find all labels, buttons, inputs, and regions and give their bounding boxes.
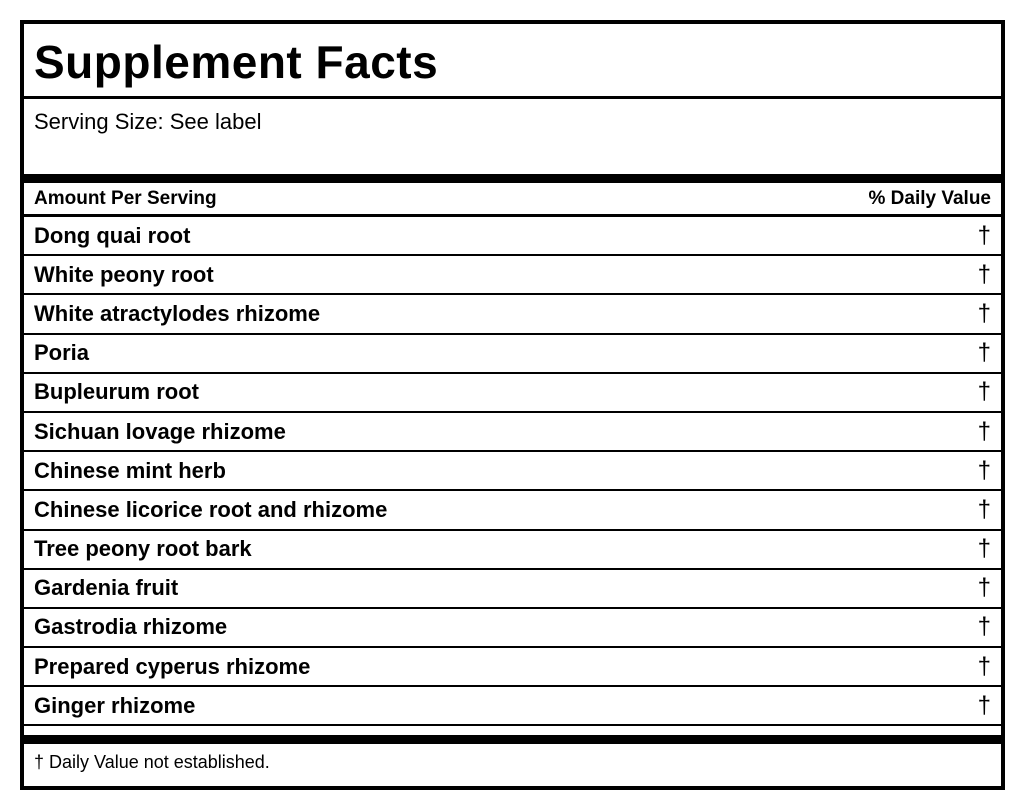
ingredient-daily-value: † bbox=[977, 456, 991, 484]
ingredient-row bbox=[24, 374, 1001, 413]
ingredient-daily-value: † bbox=[977, 613, 991, 641]
ingredient-daily-value: † bbox=[977, 299, 991, 327]
ingredient-row bbox=[24, 687, 1001, 726]
ingredient-name: Dong quai root bbox=[34, 222, 191, 248]
ingredient-name: Tree peony root bark bbox=[34, 536, 252, 562]
ingredient-row bbox=[24, 491, 1001, 530]
ingredient-daily-value: † bbox=[977, 691, 991, 719]
ingredient-daily-value: † bbox=[977, 652, 991, 680]
ingredient-name: Bupleurum root bbox=[34, 379, 199, 405]
ingredient-row bbox=[24, 648, 1001, 687]
ingredient-name: Chinese mint herb bbox=[34, 457, 226, 483]
ingredient-list bbox=[24, 217, 1001, 726]
footnote-row bbox=[24, 744, 1001, 780]
ingredient-name: Chinese licorice root and rhizome bbox=[34, 496, 388, 522]
serving-size-text: Serving Size: See label bbox=[34, 109, 262, 134]
ingredient-row bbox=[24, 570, 1001, 609]
ingredient-row bbox=[24, 217, 1001, 256]
panel-title: Supplement Facts bbox=[34, 36, 439, 88]
ingredient-daily-value: † bbox=[977, 221, 991, 249]
amount-per-serving-header: Amount Per Serving bbox=[34, 187, 217, 209]
supplement-facts-panel bbox=[20, 20, 1005, 790]
ingredient-name: Ginger rhizome bbox=[34, 692, 196, 718]
ingredient-row bbox=[24, 452, 1001, 491]
ingredient-daily-value: † bbox=[977, 417, 991, 445]
ingredient-daily-value: † bbox=[977, 260, 991, 288]
daily-value-header: % Daily Value bbox=[868, 187, 991, 209]
ingredient-daily-value: † bbox=[977, 339, 991, 367]
ingredient-row bbox=[24, 531, 1001, 570]
column-header-row bbox=[24, 183, 1001, 217]
ingredient-name: Poria bbox=[34, 340, 90, 366]
title-row bbox=[24, 24, 1001, 99]
ingredient-name: White atractylodes rhizome bbox=[34, 300, 321, 326]
spacer bbox=[24, 726, 1001, 735]
thick-divider-top bbox=[24, 174, 1001, 183]
ingredient-name: Prepared cyperus rhizome bbox=[34, 653, 311, 679]
ingredient-row bbox=[24, 295, 1001, 334]
footnote-text: † Daily Value not established. bbox=[34, 751, 270, 772]
ingredient-name: White peony root bbox=[34, 261, 214, 287]
thick-divider-bottom bbox=[24, 735, 1001, 744]
ingredient-row bbox=[24, 335, 1001, 374]
ingredient-name: Gardenia fruit bbox=[34, 575, 179, 601]
ingredient-name: Sichuan lovage rhizome bbox=[34, 418, 286, 444]
ingredient-daily-value: † bbox=[977, 378, 991, 406]
ingredient-daily-value: † bbox=[977, 535, 991, 563]
ingredient-row bbox=[24, 609, 1001, 648]
ingredient-name: Gastrodia rhizome bbox=[34, 614, 228, 640]
serving-size-row bbox=[24, 99, 1001, 174]
ingredient-daily-value: † bbox=[977, 495, 991, 523]
ingredient-daily-value: † bbox=[977, 574, 991, 602]
ingredient-row bbox=[24, 256, 1001, 295]
ingredient-row bbox=[24, 413, 1001, 452]
